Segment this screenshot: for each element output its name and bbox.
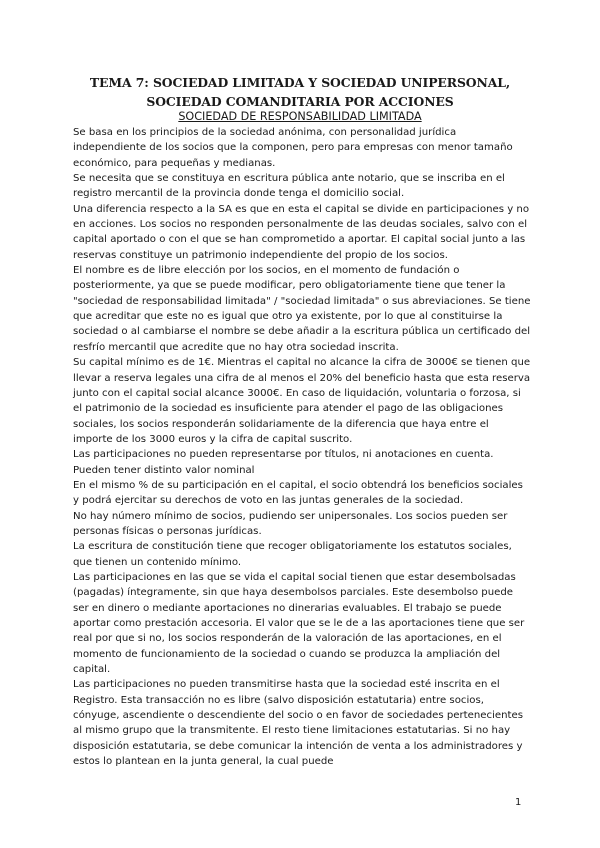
paragraph: La escritura de constitución tiene que recoger obligatoriamente los estatutos sociales, que tienen un contenido mínimo. (73, 541, 512, 568)
paragraph: Se necesita que se constituya en escritura pública ante notario, que se inscriba en el registro mercantil de la provincia donde tenga el domicilio social. (73, 173, 505, 200)
paragraph: En el mismo % de su participación en el capital, el socio obtendrá los beneficios sociales y podrá ejercitar su derechos de voto en las juntas generales de la sociedad. (73, 479, 523, 507)
document-body (73, 125, 531, 769)
paragraph: Las participaciones en las que se vida el capital social tienen que estar desembolsadas (pagadas) íntegramente, sin que haya desembolsos parciales. Este desembolso puede ser en dinero o mediante aportaciones no dinerarias evaluables. El trabajo se puede aportar como prestación accesoria. El valor que se le de a las aportaciones tiene que ser real por que si no, los socios responderán de la valoración de las aportaciones, en el momento de funcionamiento de la sociedad o cuando se produzca la ampliación del capital. (73, 571, 525, 676)
paragraph: Las participaciones no pueden representarse por títulos, ni anotaciones en cuenta. Pueden tener distinto valor nominal (73, 449, 494, 476)
paragraph: Su capital mínimo es de 1€. Mientras el capital no alcance la cifra de 3000€ se tienen que llevar a reserva legales una cifra de al menos el 20% del beneficio hasta que esta reserva junto con el capital social alcance 3000€. En caso de liquidación, voluntaria o forzosa, si el patrimonio de la sociedad es insuficiente para atender el pago de las obligaciones sociales, los socios responderán solidariamente de la diferencia que haya entre el importe de los 3000 euros y la cifra de capital suscrito. (73, 357, 531, 445)
paragraph: Una diferencia respecto a la SA es que en esta el capital se divide en participaciones y no en acciones. Los socios no responden personalmente de las deudas sociales, salvo con el capital aportado o con el que se han comprometido a aportar. El capital social junto a las reservas constituye un patrimonio independiente del propio de los socios. (73, 203, 530, 261)
section-heading: SOCIEDAD DE RESPONSABILIDAD LIMITADA (178, 110, 422, 123)
paragraph: No hay número mínimo de socios, pudiendo ser unipersonales. Los socios pueden ser personas físicas o personas jurídicas. (73, 510, 508, 537)
page-number: 1 (515, 797, 522, 808)
title-line-1: TEMA 7: SOCIEDAD LIMITADA Y SOCIEDAD UNIPERSONAL, (89, 75, 511, 90)
paragraph: Se basa en los principios de la sociedad anónima, con personalidad jurídica independiente de los socios que la componen, pero para empresas con menor tamaño económico, para pequeñas y medianas. (73, 127, 513, 169)
title-line-2: SOCIEDAD COMANDITARIA POR ACCIONES (146, 94, 454, 109)
paragraph: El nombre es de libre elección por los socios, en el momento de fundación o posteriormente, ya que se puede modificar, pero obligatoriamente tiene que tener la "sociedad de responsabilidad limitada" / "sociedad limitada" o sus abreviaciones. Se tiene que acreditar que este no es igual que otro ya existente, por lo que al constituirse la sociedad o al cambiarse el nombre se debe añadir a la escritura pública un certificado del resfrío mercantil que acredite que no hay otra sociedad inscrita. (73, 265, 531, 353)
document-title (70, 73, 530, 111)
paragraph: Las participaciones no pueden transmitirse hasta que la sociedad esté inscrita en el Registro. Esta transacción no es libre (salvo disposición estatutaria) entre socios, cónyuge, ascendiente o descendiente del socio o en favor de sociedades pertenecientes al mismo grupo que la transmitente. El resto tiene limitaciones estatutarias. Si no hay disposición estatutaria, se debe comunicar la intención de venta a los administradores y estos lo plantean en la junta general, la cual puede (73, 679, 524, 768)
